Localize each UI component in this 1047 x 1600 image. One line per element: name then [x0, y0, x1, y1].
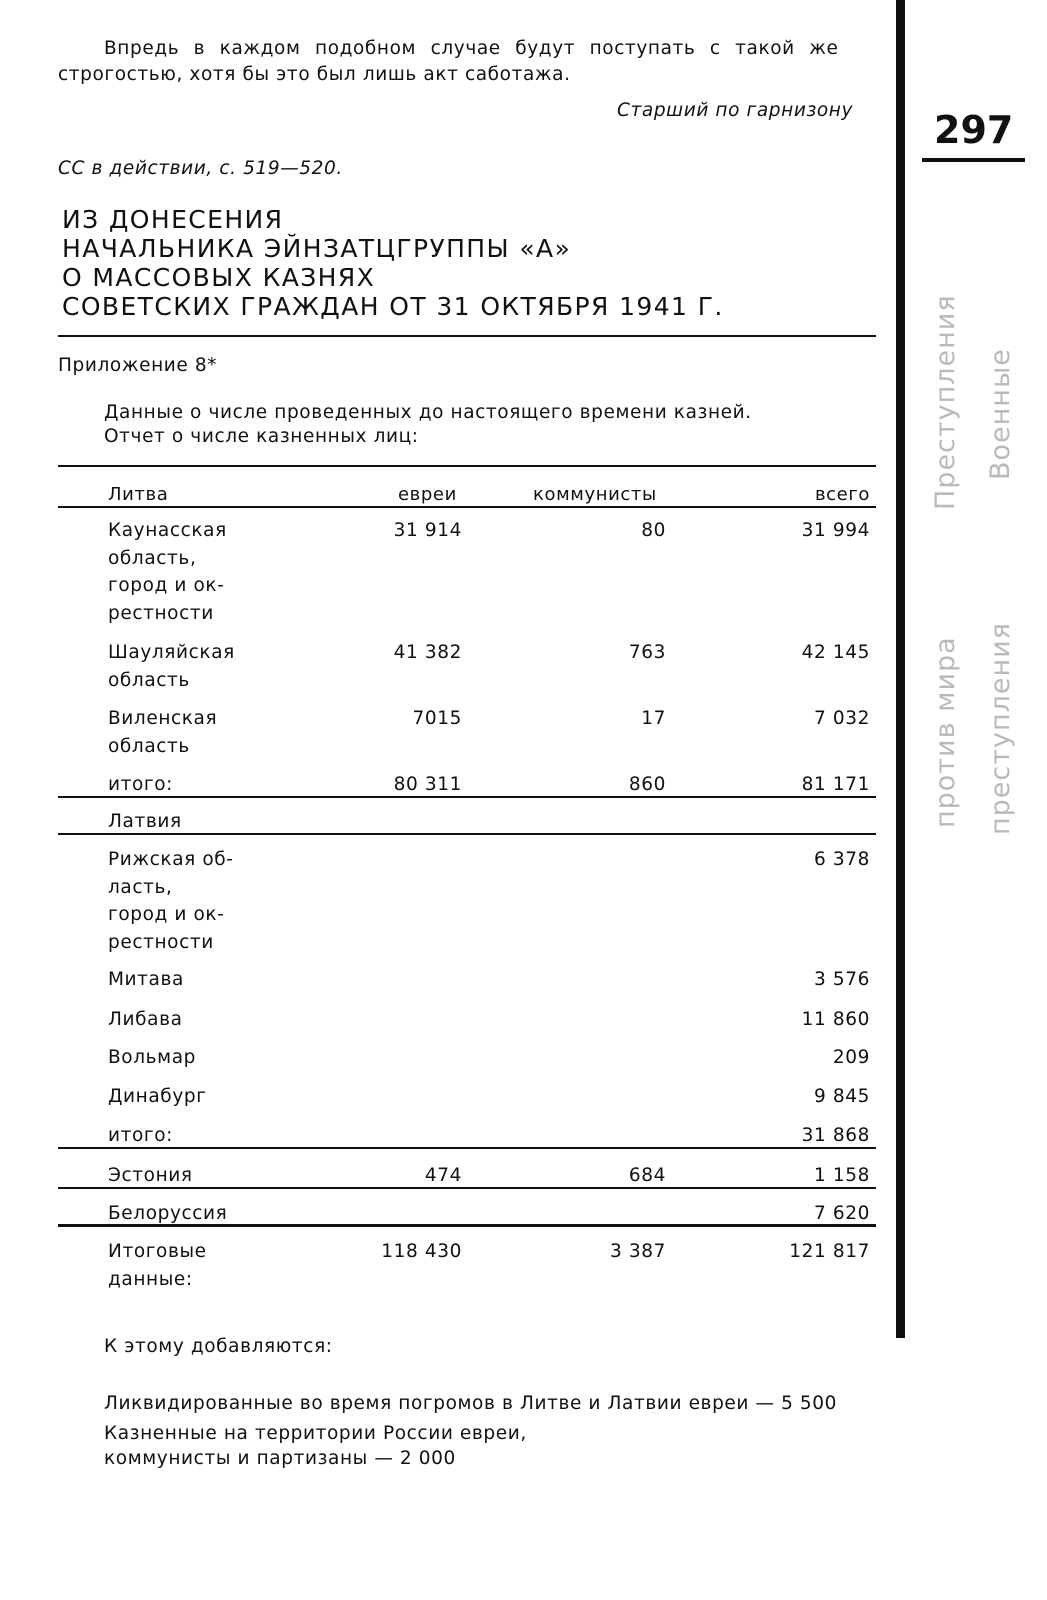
page-number-rule — [922, 158, 1025, 162]
column-header-region: Литва — [108, 484, 169, 505]
latvia-total-label: итого: — [108, 1125, 173, 1146]
estonia-label: Эстония — [108, 1165, 193, 1186]
running-head-3: против мира — [930, 636, 961, 828]
lithuania-total-communists: 860 — [628, 774, 666, 795]
table-row-kaunas-name: Каунасская область, город и ок- рестности — [108, 520, 227, 624]
latvia-rule — [58, 1147, 876, 1149]
running-head-1: Преступления — [930, 294, 961, 510]
table-row-mitava-name: Митава — [108, 969, 184, 990]
volmar-total: 209 — [832, 1047, 870, 1068]
lithuania-total-total: 81 171 — [801, 774, 870, 795]
document-heading — [62, 205, 724, 321]
kaunas-communists: 80 — [641, 520, 666, 541]
column-header-communists: коммунисты — [533, 484, 657, 505]
kaunas-total: 31 994 — [801, 520, 870, 541]
estonia-communists: 684 — [628, 1165, 666, 1186]
lithuania-total-jews: 80 311 — [393, 774, 462, 795]
belorussia-total: 7 620 — [814, 1203, 870, 1224]
siauliai-communists: 763 — [628, 642, 666, 663]
heading-line-4: СОВЕТСКИХ ГРАЖДАН ОТ 31 ОКТЯБРЯ 1941 Г. — [62, 292, 724, 321]
vilnius-jews: 7015 — [412, 708, 462, 729]
additional-line-3: коммунисты и партизаны — 2 000 — [104, 1448, 456, 1469]
lithuania-rule — [58, 796, 876, 798]
description-line-2: Отчет о числе казненных лиц: — [104, 426, 419, 447]
vilnius-communists: 17 — [641, 708, 666, 729]
intro-line-2: строгостью, хотя бы это был лишь акт саботажа. — [58, 64, 571, 85]
additional-line-1: Ликвидированные во время погромов в Литве и Латвии евреи — 5 500 — [104, 1393, 838, 1414]
estonia-total: 1 158 — [814, 1165, 870, 1186]
table-row-siauliai-name: Шауляйская область — [108, 642, 235, 691]
table-row-volmar-name: Вольмар — [108, 1047, 196, 1068]
additional-heading: К этому добавляются: — [104, 1336, 333, 1357]
signature: Старший по гарнизону — [617, 100, 854, 121]
grand-total-communists: 3 387 — [610, 1241, 666, 1262]
running-head-4: преступления — [985, 622, 1016, 835]
siauliai-total: 42 145 — [801, 642, 870, 663]
estonia-jews: 474 — [424, 1165, 462, 1186]
table-row-libava-name: Либава — [108, 1009, 183, 1030]
table-top-rule — [58, 465, 876, 467]
grand-total-label: Итоговые данные: — [108, 1241, 207, 1290]
margin-rule — [896, 0, 905, 1338]
source-reference: СС в действии, с. 519—520. — [58, 158, 343, 179]
description-line-1: Данные о числе проведенных до настоящего времени казней. — [104, 402, 752, 423]
table-row-dinaburg-name: Динабург — [108, 1086, 207, 1107]
column-header-total: всего — [814, 484, 870, 505]
lithuania-total-label: итого: — [108, 774, 173, 795]
mitava-total: 3 576 — [814, 969, 870, 990]
latvia-heading-rule — [58, 833, 876, 835]
header-rule — [58, 506, 876, 508]
page-number: 297 — [934, 108, 1014, 152]
additional-line-2: Казненные на территории России евреи, — [104, 1423, 527, 1444]
heading-rule — [58, 335, 876, 337]
latvia-heading: Латвия — [108, 811, 182, 832]
latvia-total-total: 31 868 — [801, 1125, 870, 1146]
kaunas-jews: 31 914 — [393, 520, 462, 541]
heading-line-1: ИЗ ДОНЕСЕНИЯ — [62, 205, 284, 234]
vilnius-total: 7 032 — [814, 708, 870, 729]
column-header-jews: евреи — [398, 484, 457, 505]
appendix-label: Приложение 8* — [58, 355, 218, 376]
riga-total: 6 378 — [814, 849, 870, 870]
grand-total-total: 121 817 — [789, 1241, 870, 1262]
libava-total: 11 860 — [801, 1009, 870, 1030]
belorussia-label: Белоруссия — [108, 1203, 228, 1224]
heading-line-3: О МАССОВЫХ КАЗНЯХ — [62, 263, 376, 292]
dinaburg-total: 9 845 — [814, 1086, 870, 1107]
estonia-rule — [58, 1187, 876, 1189]
heading-line-2: НАЧАЛЬНИКА ЭЙНЗАТЦГРУППЫ «А» — [62, 234, 572, 263]
table-row-vilnius-name: Виленская область — [108, 708, 218, 757]
table-row-riga-name: Рижская об- ласть, город и ок- рестности — [108, 849, 234, 953]
running-head-2: Военные — [985, 348, 1016, 480]
belorussia-rule — [58, 1224, 876, 1227]
grand-total-jews: 118 430 — [381, 1241, 462, 1262]
siauliai-jews: 41 382 — [393, 642, 462, 663]
intro-line-1: Впредь в каждом подобном случае будут поступать с такой же — [104, 38, 839, 59]
